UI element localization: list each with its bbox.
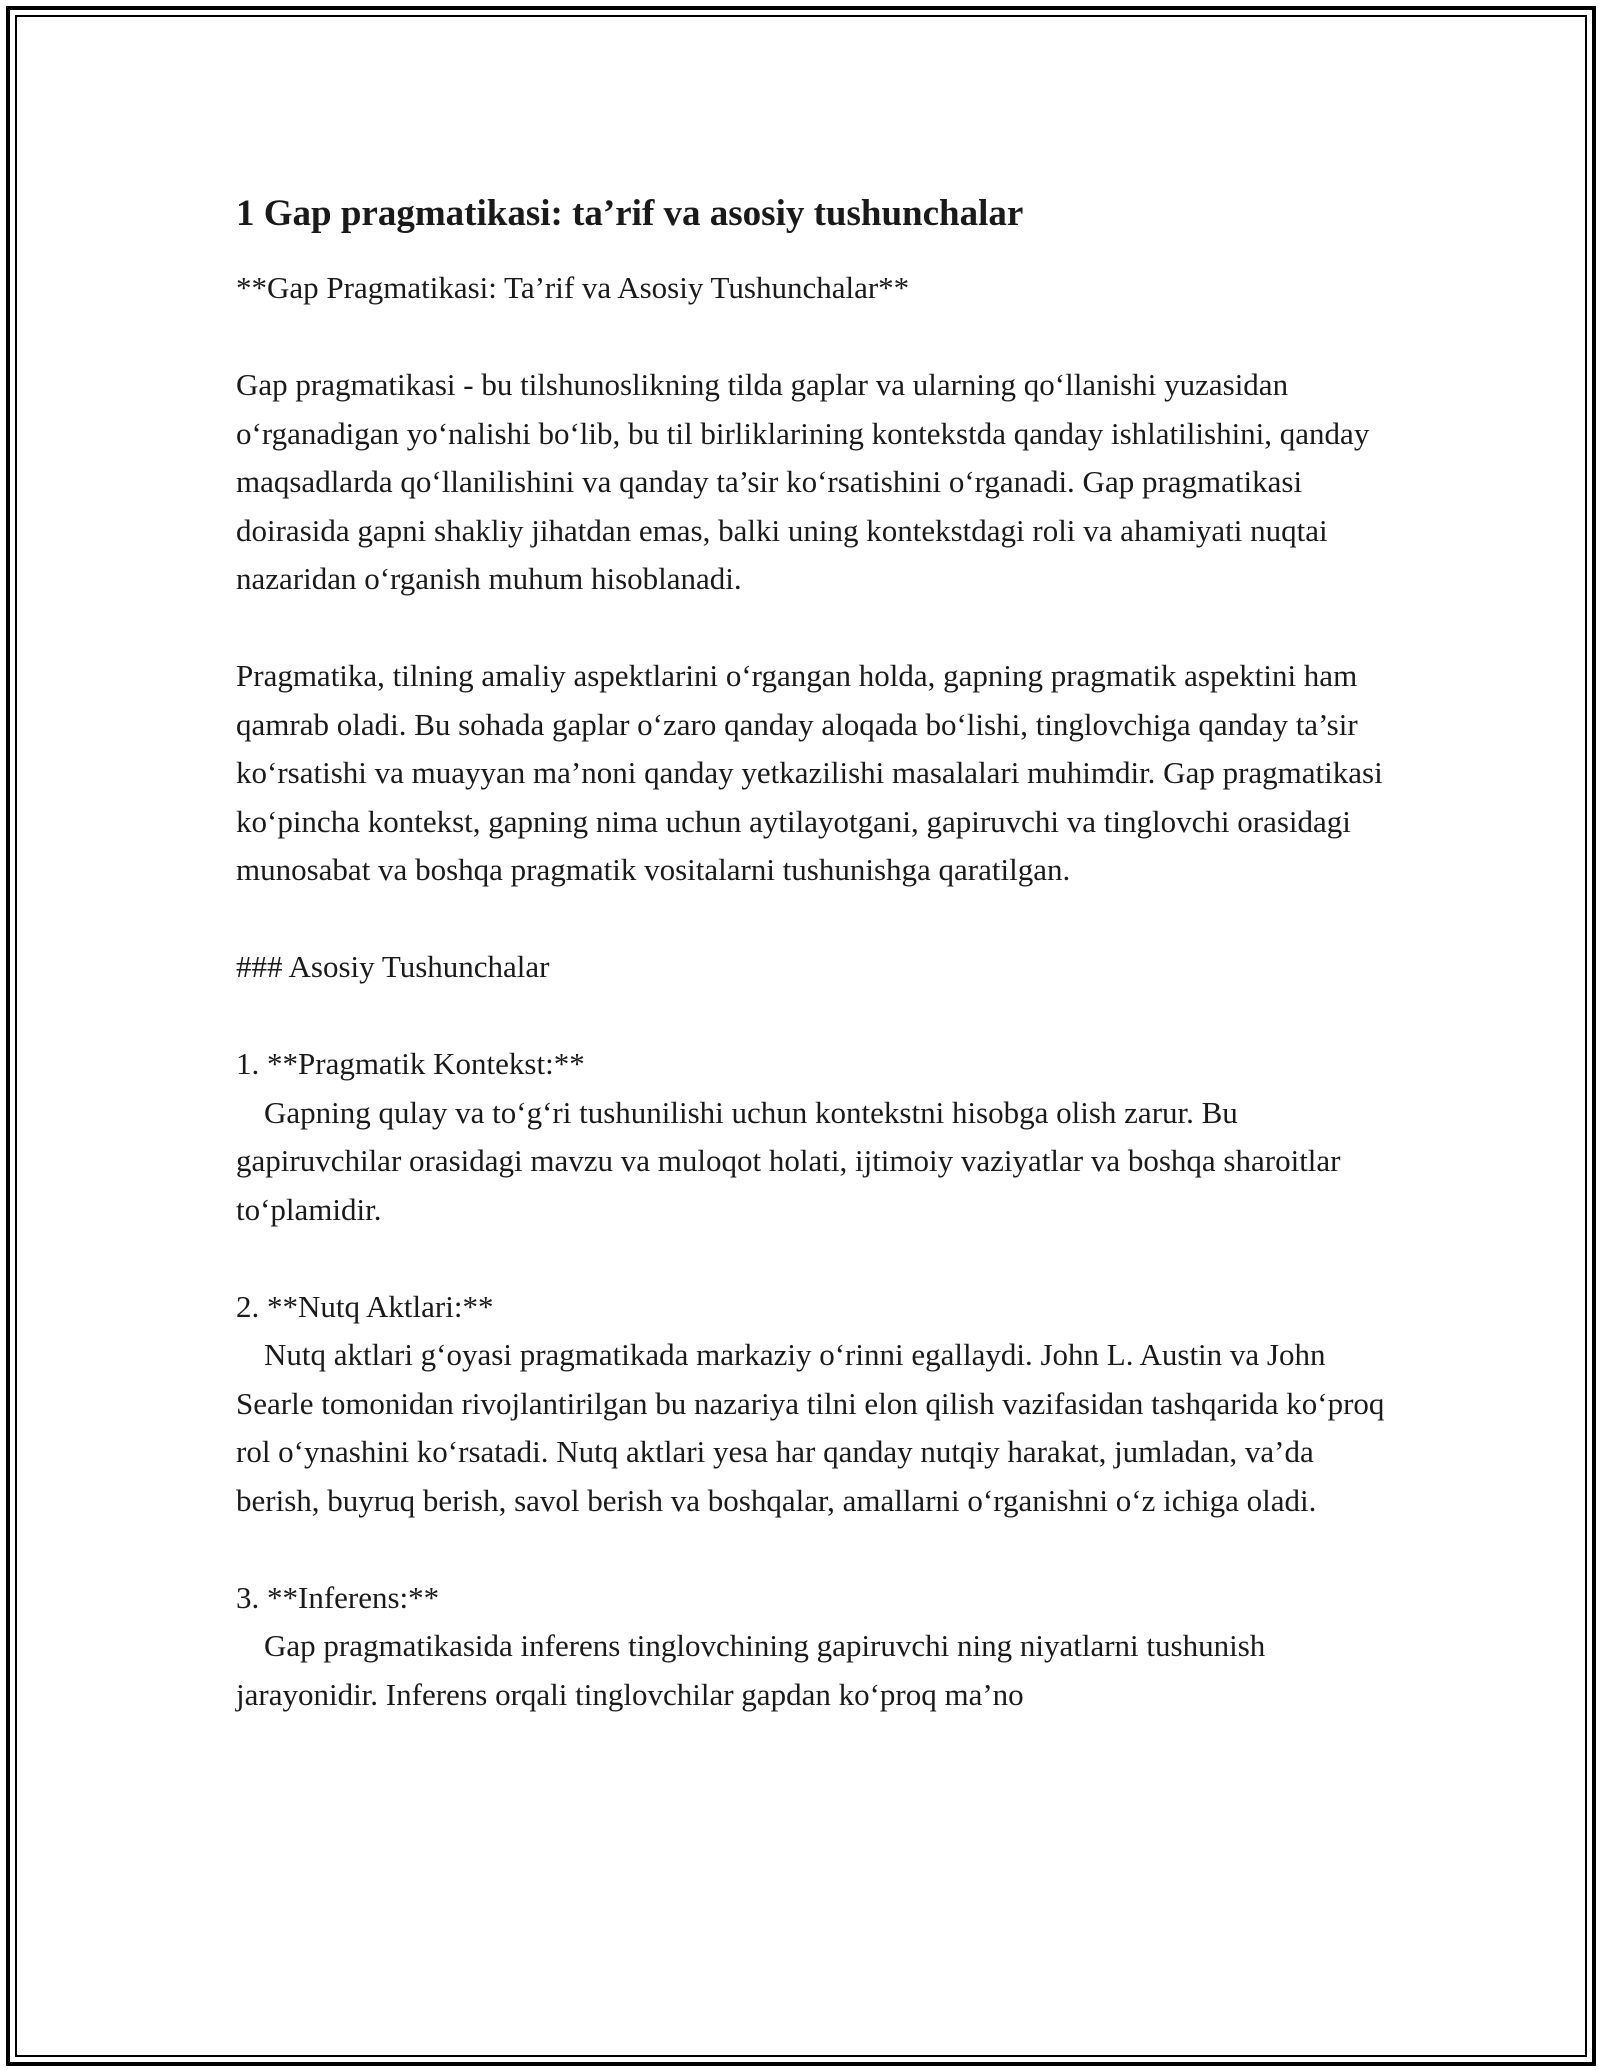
list-item-body-speech-acts: Nutq aktlari g‘oyasi pragmatikada markaziy o‘rinni egallaydi. John L. Austin va John Searle tomonidan rivojlantirilgan bu nazariya tilni elon qilish vazifasidan tashqarida ko‘proq rol o‘ynashini ko‘rsatadi. Nutq aktlari yesa har qanday nutqiy harakat, jumladan, va’da berish, buyruq berish, savol berish va boshqalar, amallarni o‘rganishni o‘z ichiga oladi. [236, 1337, 1385, 1518]
list-item-body-context: Gapning qulay va to‘g‘ri tushunilishi uchun kontekstni hisobga olish zarur. Bu gapiruvchilar orasidagi mavzu va muloqot holati, ijtimoiy vaziyatlar va boshqa sharoitlar to‘plamidir. [236, 1094, 1341, 1227]
list-item-body-inference: Gap pragmatikasida inferens tinglovchining gapiruvchi ning niyatlarni tushunish jarayonidir. Inferens orqali tinglovchilar gapdan ko‘proq ma’no [236, 1628, 1266, 1712]
list-item-title-inference: 3. **Inferens:** [236, 1579, 440, 1615]
section-heading: ### Asosiy Tushunchalar [236, 949, 550, 984]
paragraph-definition: Gap pragmatikasi - bu tilshunoslikning tilda gaplar va ularning qo‘llanishi yuzasidan o‘rganadigan yo‘nalishi bo‘lib, bu til birliklarining kontekstda qanday ishlatilishini, qanday maqsadlarda qo‘llanilishini va qanday ta’sir ko‘rsatishini o‘rganadi. Gap pragmatikasi doirasida gapni shakliy jihatdan emas, balki uning kontekstdagi roli va ahamiyati nuqtai nazaridan o‘rganish muhum hisoblanadi. [236, 367, 1370, 596]
document-subtitle: **Gap Pragmatikasi: Ta’rif va Asosiy Tushunchalar** [236, 270, 910, 305]
page-title: 1 Gap pragmatikasi: ta’rif va asosiy tushunchalar [236, 193, 1024, 234]
list-item-title-context: 1. **Pragmatik Kontekst:** [236, 1046, 585, 1081]
paragraph-pragmatics: Pragmatika, tilning amaliy aspektlarini o‘rgangan holda, gapning pragmatik aspektini ham qamrab oladi. Bu sohada gaplar o‘zaro qanday aloqada bo‘lishi, tinglovchiga qanday ta’sir ko‘rsatishi va muayyan ma’noni qanday yetkazilishi masalalari muhimdir. Gap pragmatikasi ko‘pincha kontekst, gapning nima uchun aytilayotgani, gapiruvchi va tinglovchi orasidagi munosabat va boshqa pragmatik vositalarni tushunishga qaratilgan. [236, 658, 1383, 887]
document-content [236, 188, 1386, 1719]
list-item-title-speech-acts: 2. **Nutq Aktlari:** [236, 1288, 494, 1324]
